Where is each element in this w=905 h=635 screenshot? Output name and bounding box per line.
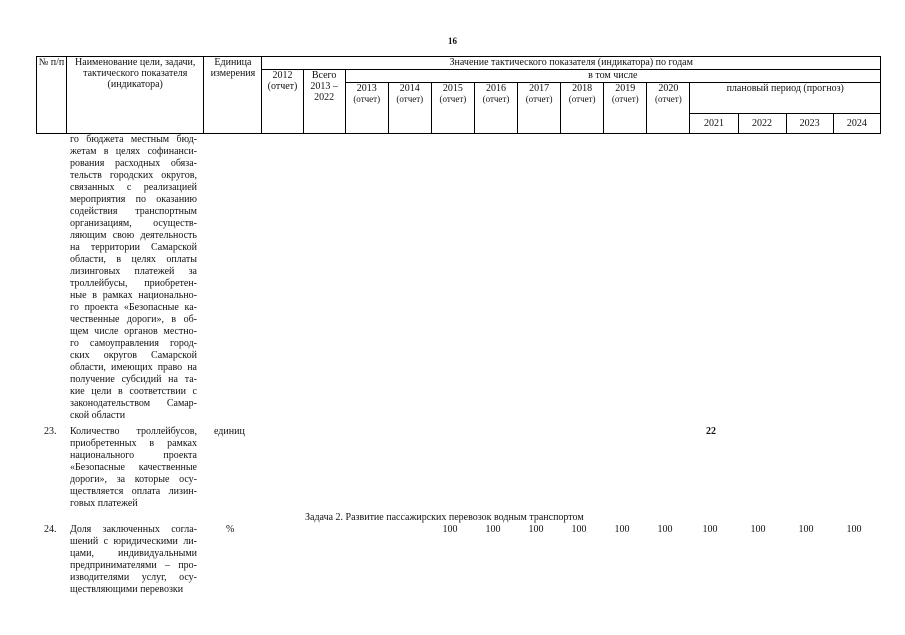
page-number: 16 (448, 36, 457, 46)
row24-value-2016: 100 (485, 524, 501, 535)
header-year-2019: 2019 (отчет) (604, 83, 647, 134)
header-unit: Единица измерения (204, 57, 262, 134)
header-year-2014: 2014 (отчет) (388, 83, 431, 134)
row23-value-2021: 22 (706, 426, 716, 437)
row24-value-2022: 100 (750, 524, 766, 535)
row23-name: Количество троллейбусов, приобретенных в рамках национального проекта «Безопасные качественные дороги», за которые осу- ществляется оплата лизин- говых платежей (70, 426, 197, 509)
header-2012: 2012 (отчет) (262, 70, 303, 134)
row24-value-2020: 100 (657, 524, 673, 535)
row24-unit: % (226, 524, 235, 535)
row24-value-2019: 100 (614, 524, 630, 535)
row24-value-2015: 100 (442, 524, 458, 535)
header-year-2018: 2018 (отчет) (561, 83, 604, 134)
header-values: Значение тактического показателя (индикатора) по годам (262, 57, 881, 70)
row24-name: Доля заключенных согла- шений с юридическими ли- цами, индивидуальными предпринимателями – про- изводителями услуг, осу- ществляющими перевозки (70, 524, 197, 595)
header-year-2024: 2024 (833, 114, 880, 134)
row24-value-2021: 100 (702, 524, 718, 535)
task2-heading: Задача 2. Развитие пассажирских перевозок водным транспортом (305, 512, 584, 523)
header-year-2023: 2023 (786, 114, 833, 134)
header-plan: плановый период (прогноз) (690, 83, 881, 114)
header-year-2022: 2022 (738, 114, 786, 134)
row24-value-2024: 100 (846, 524, 862, 535)
continuation-text: го бюджета местным бюд- жетам в целях софинанси- рования расходных обяза- тельств городских округов, связанных с реализацией мероприятия по оказанию содействия транспортным организациям, осуществ- ляющим свою деятельность на территории Самарской области, в целях оплаты лизинговых платежей за троллейбусы, приобретен- ные в рамках национально- го проекта «Безопасные ка- чественные дороги», в об- щем числе органов местно- го самоуправления город- ских округов Самарской области, имеющих право на получение субсидий на та- кие цели в соответствии с законодательством Самар- ской области (70, 134, 197, 421)
row24-value-2023: 100 (798, 524, 814, 535)
header-num: № п/п (37, 57, 67, 134)
header-total: Всего 2013 – 2022 (303, 70, 345, 134)
header-including: в том числе (345, 70, 880, 83)
header-year-2020: 2020 (отчет) (647, 83, 690, 134)
row23-unit: единиц (214, 426, 245, 437)
header-year-2015: 2015 (отчет) (431, 83, 474, 134)
row24-value-2018: 100 (571, 524, 587, 535)
row24-value-2017: 100 (528, 524, 544, 535)
header-year-2016: 2016 (отчет) (474, 83, 517, 134)
header-year-2017: 2017 (отчет) (518, 83, 561, 134)
row23-number: 23. (44, 426, 57, 437)
header-name: Наименование цели, задачи, тактического показателя (индикатора) (67, 57, 204, 134)
header-table (36, 56, 881, 134)
header-year-2021: 2021 (690, 114, 738, 134)
header-year-2013: 2013 (отчет) (345, 83, 388, 134)
row24-number: 24. (44, 524, 57, 535)
